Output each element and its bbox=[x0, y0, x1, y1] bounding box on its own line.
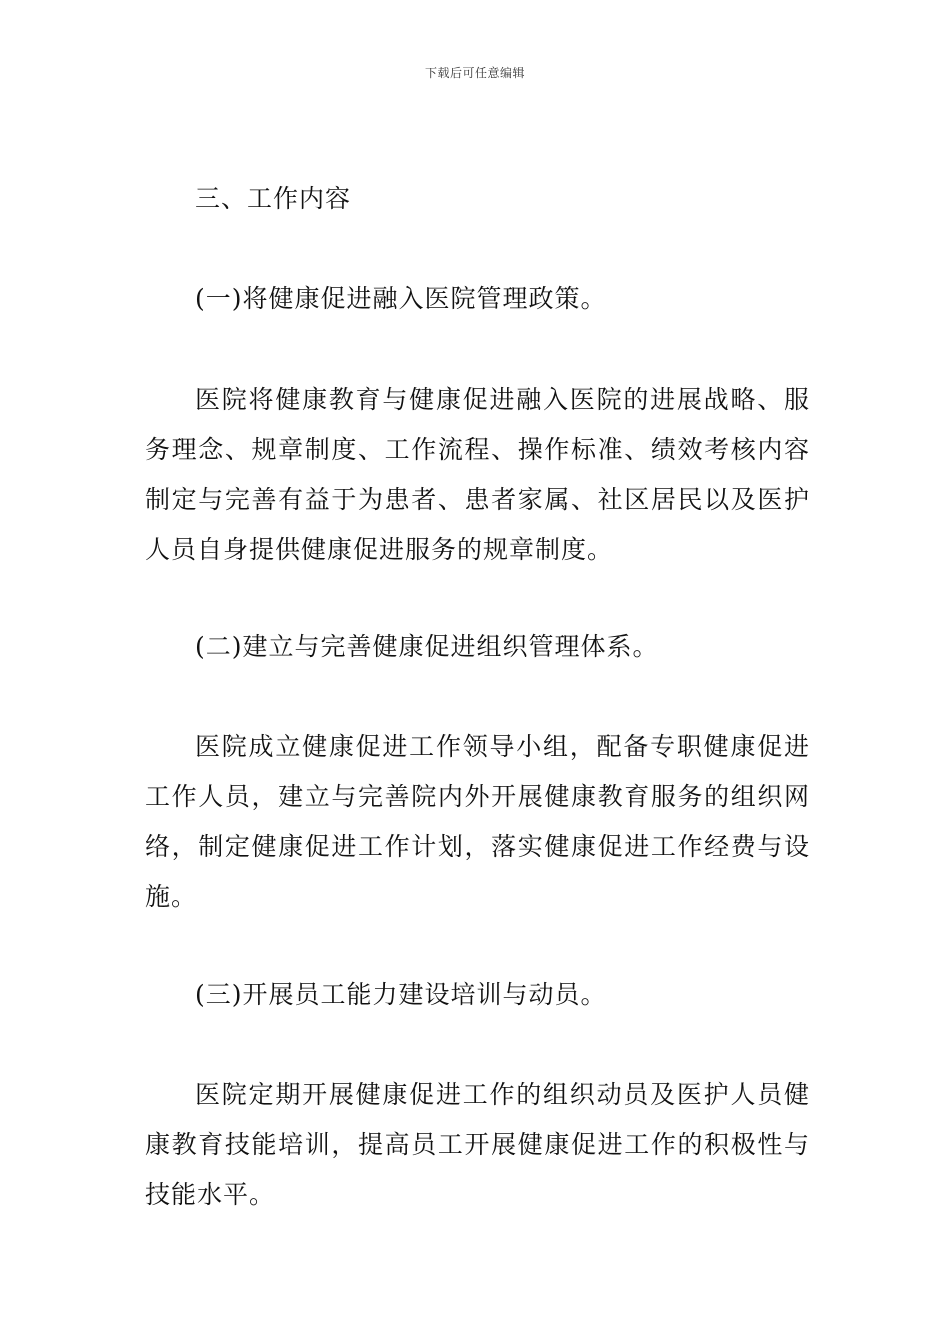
header-note: 下载后可任意编辑 bbox=[424, 66, 525, 80]
paragraph-line: 施。 bbox=[145, 882, 198, 911]
paragraph-line: 康教育技能培训，提高员工开展健康促进工作的积极性与 bbox=[145, 1130, 810, 1159]
paragraph-line: 医院定期开展健康促进工作的组织动员及医护人员健 bbox=[195, 1080, 810, 1109]
paragraph-line: 络，制定健康促进工作计划，落实健康促进工作经费与设 bbox=[145, 832, 810, 861]
item-heading-2: (二)建立与完善健康促进组织管理体系。 bbox=[195, 632, 659, 661]
section-title: 三、工作内容 bbox=[195, 184, 352, 213]
paragraph-line: 技能水平。 bbox=[145, 1180, 276, 1209]
item-heading-1: (一)将健康促进融入医院管理政策。 bbox=[195, 284, 607, 313]
paragraph-line: 医院将健康教育与健康促进融入医院的进展战略、服 bbox=[195, 385, 810, 414]
paragraph-line: 医院成立健康促进工作领导小组，配备专职健康促进 bbox=[195, 732, 810, 761]
paragraph-line: 人员自身提供健康促进服务的规章制度。 bbox=[145, 535, 614, 564]
item-heading-3: (三)开展员工能力建设培训与动员。 bbox=[195, 980, 607, 1009]
paragraph-line: 制定与完善有益于为患者、患者家属、社区居民以及医护 bbox=[145, 485, 810, 514]
paragraph-line: 务理念、规章制度、工作流程、操作标准、绩效考核内容 bbox=[145, 435, 810, 464]
paragraph-line: 工作人员，建立与完善院内外开展健康教育服务的组织网 bbox=[145, 782, 810, 811]
